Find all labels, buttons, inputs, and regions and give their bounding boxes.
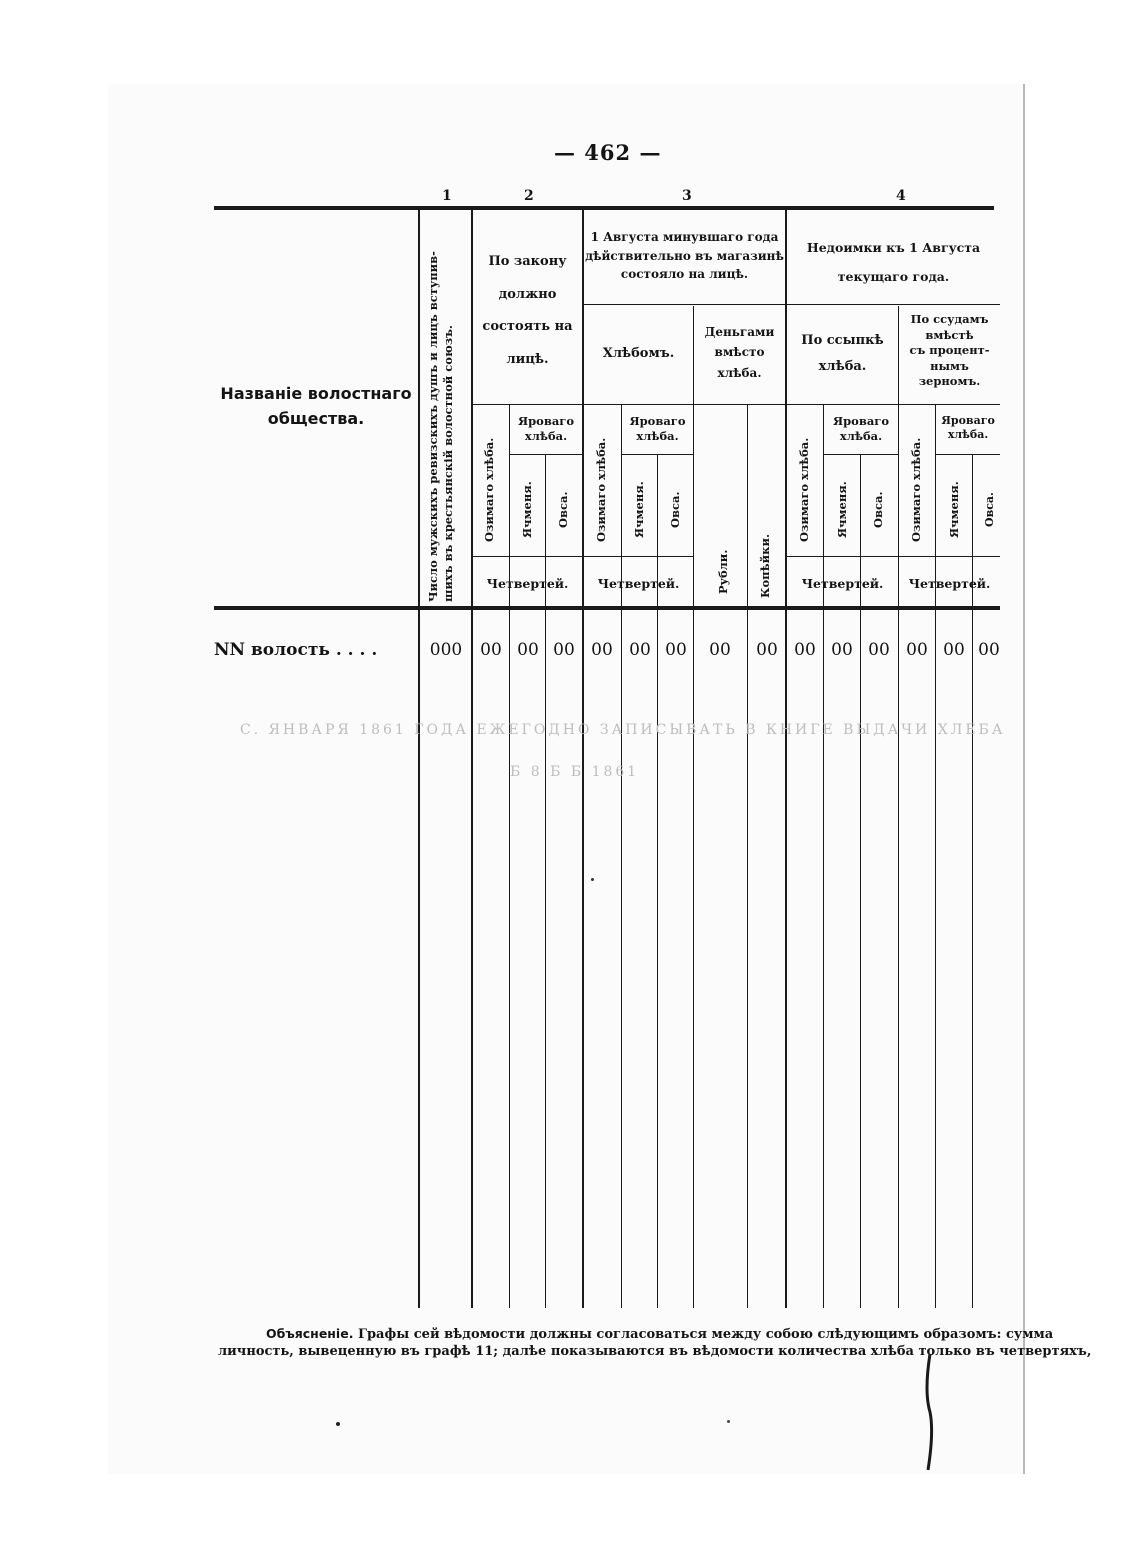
hline-loan-spring	[824, 454, 898, 455]
table-top-rule	[214, 206, 994, 210]
spring-law-line-2: хлѣба.	[524, 428, 568, 443]
souls-header-line-2: шихъ въ крестьянскій волостной союзъ.	[440, 325, 455, 602]
value-credit-oats: 00	[978, 640, 1000, 660]
by-law-line-1: По закону	[488, 254, 567, 269]
quarters-label-credit: Четвертей.	[908, 576, 991, 591]
footnote-line-2: личность, вывеценную въ графѣ 11; далѣе показываются въ вѣдомости количества хлѣба только въ четвертяхъ,	[218, 1344, 1092, 1359]
oats-label-law: Овса.	[556, 491, 570, 529]
spring-credit-line-1: Яроваго	[941, 414, 995, 427]
margin-brace-mark	[920, 1352, 940, 1472]
rubles-label: Рубли.	[716, 549, 730, 595]
by-loan-header	[787, 328, 898, 380]
stray-dot-2	[727, 1420, 730, 1423]
stray-dot-1	[336, 1422, 340, 1426]
column-number-3: 3	[682, 188, 692, 204]
footnote-text-1: Графы сей вѣдомости должны согласоваться между собою слѣдующимъ образомъ: сумма	[357, 1327, 1054, 1342]
by-law-header	[473, 246, 582, 376]
souls-header-line-1: Число мужскихъ ревизскихъ душъ и лицъ вступив-	[426, 251, 440, 602]
value-souls: 000	[429, 640, 463, 660]
value-credit-barley: 00	[943, 640, 965, 660]
winter-label-loan: Озимаго хлѣба.	[797, 437, 811, 543]
name-header-line-2: общества.	[267, 408, 365, 428]
column-number-1: 1	[442, 188, 452, 204]
stray-dot-3	[591, 878, 594, 881]
by-credit-line-3: съ процент-	[909, 343, 990, 358]
by-law-line-4: лицѣ.	[506, 351, 549, 367]
souls-column-header	[426, 216, 456, 602]
vline-aug-left	[582, 210, 584, 1308]
money-line-3: хлѣба.	[717, 365, 762, 380]
vline-credit-spring	[935, 404, 936, 1308]
value-kopecks: 00	[756, 640, 778, 660]
grain-header: Хлѣбомъ.	[602, 346, 675, 361]
oats-label-aug: Овса.	[668, 491, 682, 529]
spring-loan-line-2: хлѣба.	[839, 428, 883, 443]
column-number-2: 2	[524, 188, 534, 204]
oats-label-credit: Овса.	[983, 492, 996, 528]
spring-header-law	[510, 414, 582, 444]
vline-aug-spring	[621, 404, 622, 1308]
bleed-through-line-1: С. ЯНВАРЯ 1861 ГОДА ЕЖЕГОДНО ЗАПИСЫВАТЬ В КНИГЕ ВЫДАЧИ ХЛЕБА	[240, 722, 1006, 738]
money-line-2: вмѣсто	[714, 345, 765, 360]
hline-aug-spring	[622, 454, 693, 455]
vline-rub-kop	[747, 404, 748, 1308]
value-loan-winter: 00	[794, 640, 816, 660]
by-credit-line-1: По ссудамъ	[910, 312, 989, 326]
arrears-header	[787, 234, 1000, 292]
by-credit-line-4: нымъ	[930, 358, 969, 373]
value-loan-oats: 00	[868, 640, 890, 660]
bleed-through-line-2: Б 8 Б Б 1861	[510, 764, 640, 780]
aug1-line-3: состояло на лицѣ.	[620, 267, 749, 282]
header-bottom-rule	[214, 606, 1000, 610]
hline-credit-spring	[936, 454, 1000, 455]
spring-loan-line-1: Яроваго	[832, 414, 889, 428]
by-loan-line-1: По ссыпкѣ	[801, 333, 884, 348]
winter-label-aug: Озимаго хлѣба.	[594, 437, 608, 543]
quarters-label-loan: Четвертей.	[801, 576, 884, 591]
page-right-edge	[1023, 84, 1025, 1474]
column-number-4: 4	[896, 188, 906, 204]
aug1-line-2: дѣйствительно въ магазинѣ	[585, 248, 784, 263]
barley-label-law: Ячменя.	[520, 481, 534, 539]
by-credit-header	[899, 312, 1000, 390]
value-rubles: 00	[709, 640, 731, 660]
by-credit-line-2: вмѣстѣ	[925, 327, 974, 342]
spring-header-loan	[824, 414, 898, 444]
hline-grain-types	[473, 404, 1000, 405]
footnote-line-1	[266, 1326, 1053, 1342]
value-loan-barley: 00	[831, 640, 853, 660]
vline-loan-spring	[823, 404, 824, 1308]
kopecks-label: Копѣйки.	[758, 534, 772, 599]
vline-money-left	[693, 306, 694, 1308]
value-law-winter: 00	[480, 640, 502, 660]
name-column-header	[214, 382, 418, 432]
spring-header-credit	[936, 414, 1000, 443]
hline-sub-groups	[584, 304, 1000, 305]
vline-credit-left	[898, 306, 899, 1308]
spring-credit-line-2: хлѣба.	[947, 428, 989, 442]
vline-law-spring	[509, 404, 510, 1308]
value-law-oats: 00	[553, 640, 575, 660]
spring-law-line-1: Яроваго	[517, 414, 574, 428]
value-law-barley: 00	[517, 640, 539, 660]
barley-label-credit: Ячменя.	[947, 481, 961, 539]
spring-aug-line-2: хлѣба.	[636, 428, 679, 443]
by-loan-line-2: хлѣба.	[818, 359, 867, 374]
hline-law-spring	[510, 454, 582, 455]
aug1-header	[584, 228, 785, 284]
winter-label-law: Озимаго хлѣба.	[482, 437, 496, 543]
vline-souls-left	[418, 210, 420, 1308]
quarters-label-law: Четвертей.	[486, 576, 569, 591]
barley-label-aug: Ячменя.	[632, 481, 646, 539]
by-law-line-2: должно	[498, 286, 557, 302]
by-law-line-3: состоять на	[482, 319, 573, 334]
value-aug-winter: 00	[591, 640, 613, 660]
hline-quarters-1	[473, 556, 693, 557]
oats-label-loan: Овса.	[871, 491, 885, 529]
money-line-1: Деньгами	[704, 325, 775, 339]
row-name: NN волость . . . .	[214, 640, 378, 660]
money-header	[694, 322, 785, 383]
page-number: — 462 —	[554, 140, 662, 165]
footnote-label: Объясненіе.	[266, 1326, 354, 1341]
arrears-line-2: текущаго года.	[837, 268, 950, 284]
aug1-line-1: 1 Августа минувшаго года	[590, 230, 779, 244]
barley-label-loan: Ячменя.	[835, 481, 849, 539]
hline-quarters-2	[787, 556, 1000, 557]
value-credit-winter: 00	[906, 640, 928, 660]
value-aug-barley: 00	[629, 640, 651, 660]
spring-aug-line-1: Яроваго	[629, 414, 686, 428]
spring-header-aug	[622, 414, 693, 444]
name-header-line-1: Названіе волостнаго	[220, 384, 412, 403]
quarters-label-aug: Четвертей.	[597, 576, 680, 591]
by-credit-line-5: зерномъ.	[918, 374, 981, 389]
value-aug-oats: 00	[665, 640, 687, 660]
winter-label-credit: Озимаго хлѣба.	[909, 437, 923, 543]
arrears-line-1: Недоимки къ 1 Августа	[806, 240, 981, 255]
